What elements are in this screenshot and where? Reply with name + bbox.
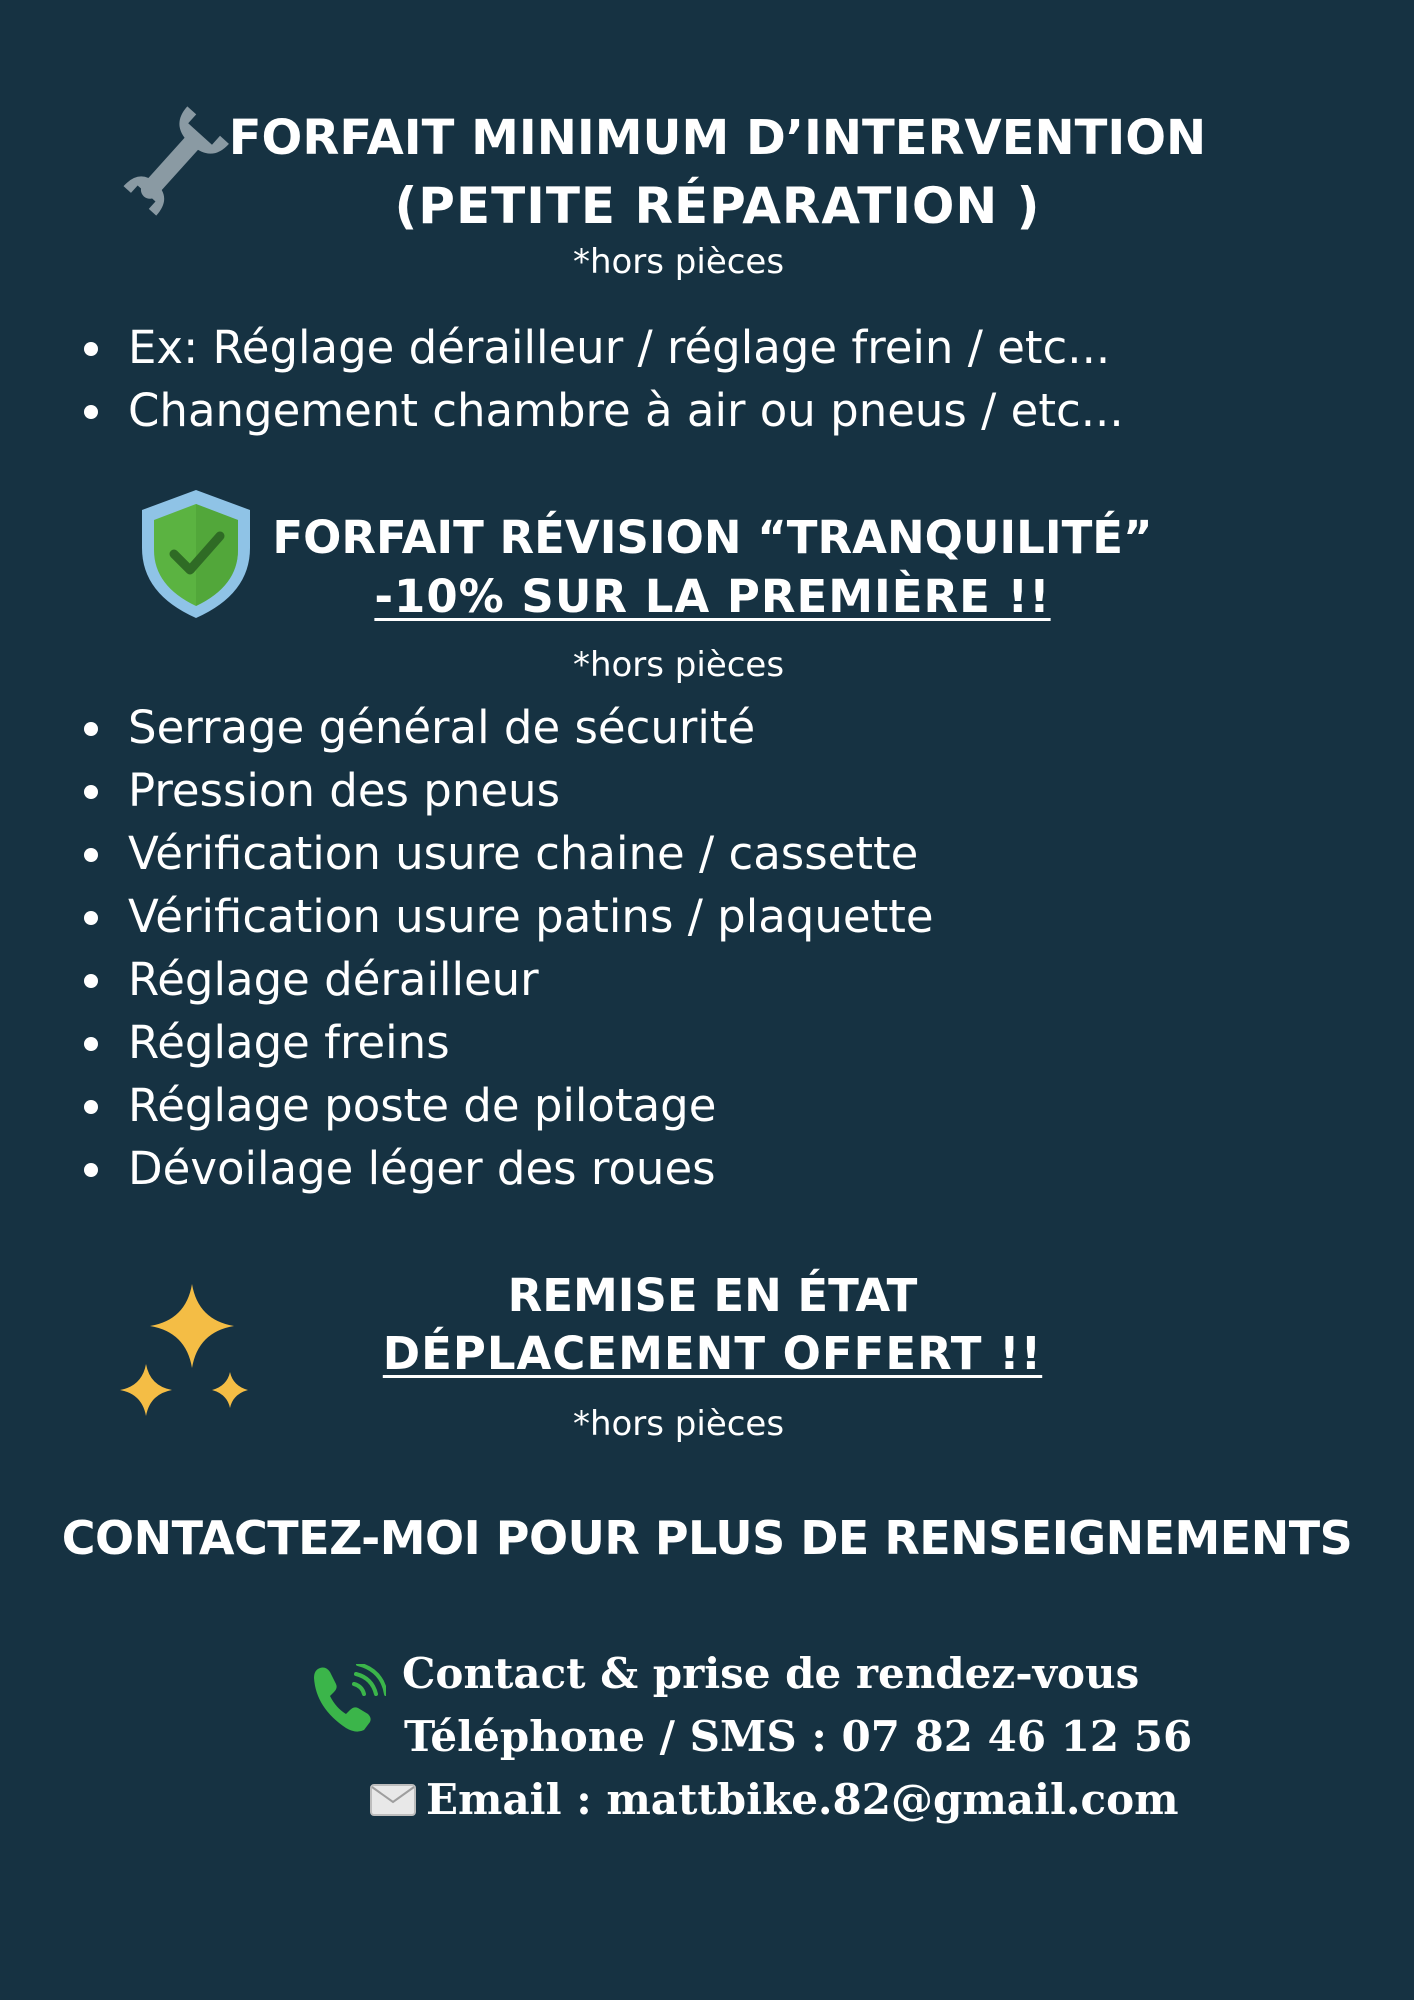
section2-subtitle: -10% SUR LA PREMIÈRE !! [374,570,1051,623]
section1-subtitle: (PETITE RÉPARATION ) [394,177,1041,235]
section1-list [70,316,1124,442]
shield-check-icon [140,488,252,620]
section2-note: *hors pièces [572,645,785,685]
contact-phone[interactable]: Téléphone / SMS : 07 82 46 12 56 [404,1712,1193,1761]
list-item: Réglage freins [128,1011,934,1074]
contact-heading: Contact & prise de rendez-vous [402,1649,1140,1698]
list-item: Réglage dérailleur [128,948,934,1011]
list-item: Vérification usure patins / plaquette [128,885,934,948]
contact-cta: CONTACTEZ-MOI POUR PLUS DE RENSEIGNEMENTS [61,1511,1353,1565]
section2-list [70,696,934,1200]
section3-title: REMISE EN ÉTAT [507,1269,918,1322]
list-item: Serrage général de sécurité [128,696,934,759]
list-item: Dévoilage léger des roues [128,1137,934,1200]
contact-email[interactable]: Email : mattbike.82@gmail.com [426,1775,1179,1824]
sparkles-icon [112,1282,256,1426]
list-item: Ex: Réglage dérailleur / réglage frein / etc... [128,316,1124,379]
section3-note: *hors pièces [572,1404,785,1444]
section1-note: *hors pièces [572,242,785,282]
section2-title: FORFAIT RÉVISION “TRANQUILITÉ” [272,511,1153,564]
list-item: Changement chambre à air ou pneus / etc... [128,379,1124,442]
section3-subtitle: DÉPLACEMENT OFFERT !! [382,1327,1043,1380]
list-item: Pression des pneus [128,759,934,822]
list-item: Réglage poste de pilotage [128,1074,934,1137]
phone-icon [310,1664,386,1736]
envelope-icon [370,1784,416,1816]
section1-title: FORFAIT MINIMUM D’INTERVENTION [228,110,1207,166]
list-item: Vérification usure chaine / cassette [128,822,934,885]
